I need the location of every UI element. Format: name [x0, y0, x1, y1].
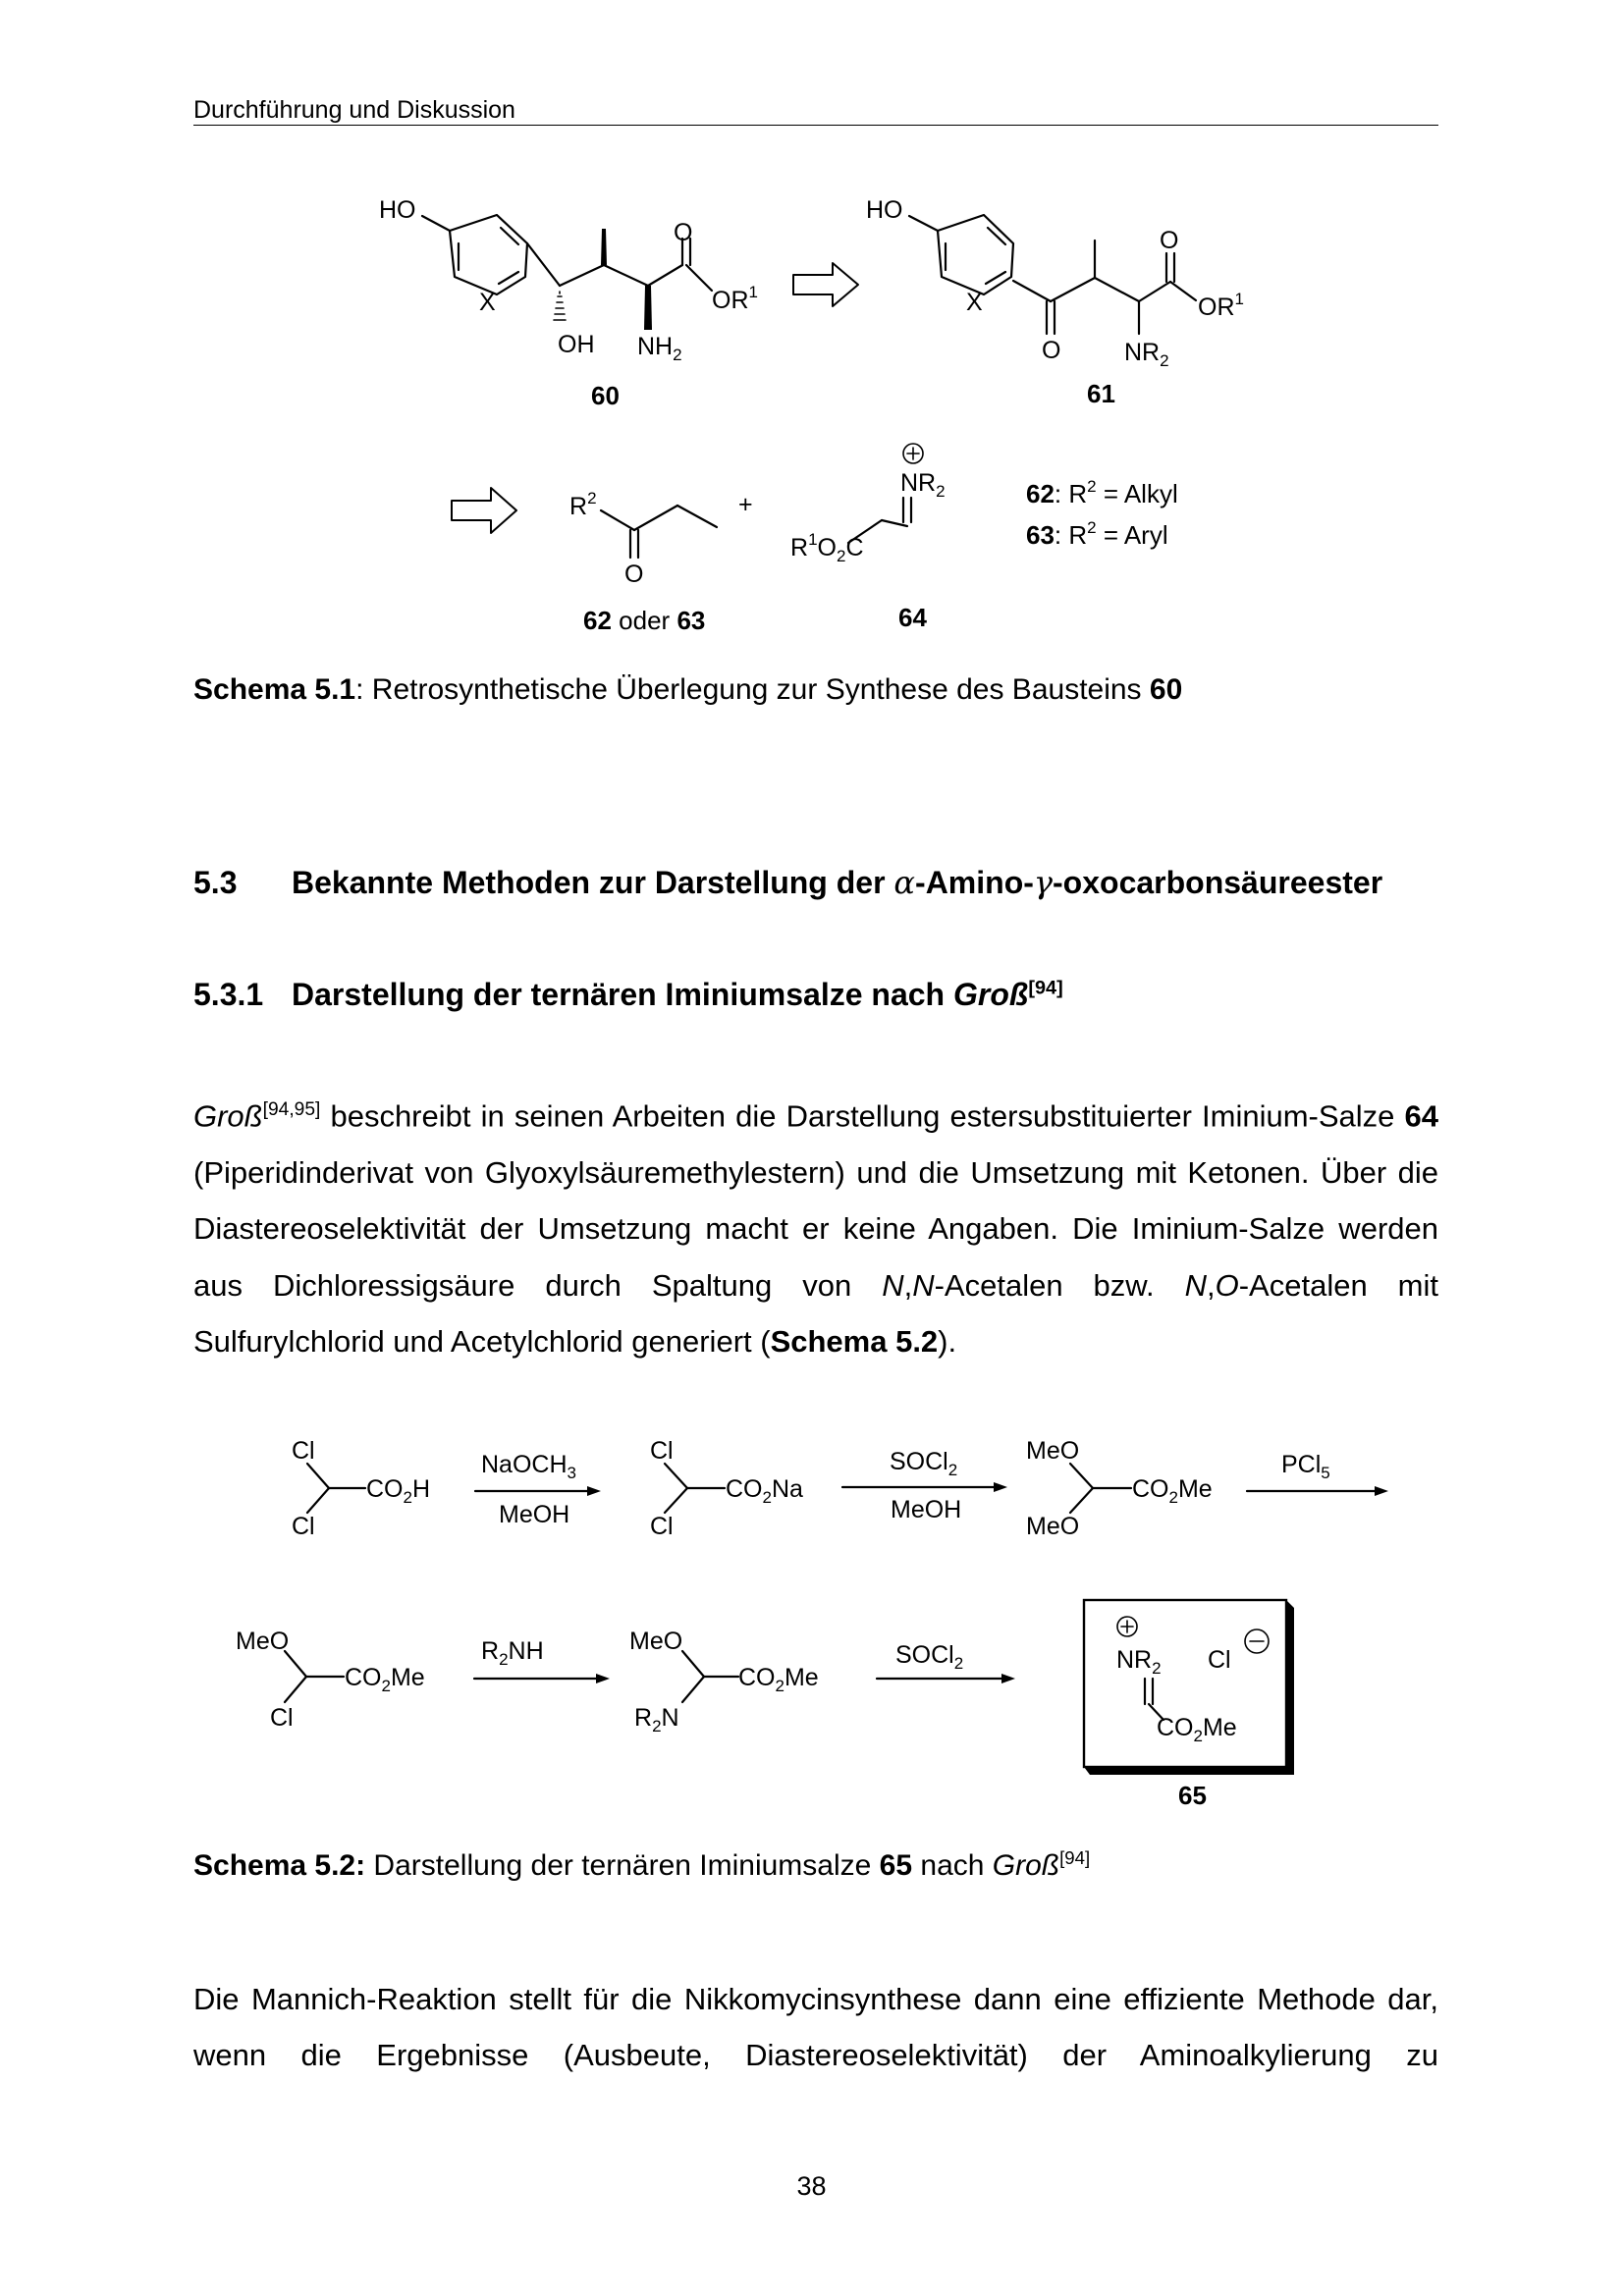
svg-text:Cl: Cl	[650, 1513, 674, 1540]
dichloroacetic-acid	[307, 1464, 365, 1513]
svg-text:CO2Na: $CO_2Na$	[726, 1475, 803, 1507]
svg-text:Cl: Cl	[1208, 1646, 1231, 1674]
svg-text:R1O2C: $R^1O_2C$	[790, 530, 864, 565]
reagent-r2nh: $R_2NH$	[481, 1637, 544, 1669]
svg-text:HO: HO	[866, 196, 903, 224]
svg-text:X: X	[966, 289, 983, 316]
wedge-methyl-60	[601, 229, 607, 265]
svg-text:CO2Me: $CO_2Me$	[1157, 1714, 1237, 1745]
structure-60	[422, 215, 712, 320]
section-heading-5-3-1: 5.3.1 Darstellung der ternären Iminiumsalze nach Groß[94]	[193, 977, 1063, 1012]
reagent-meoh-2: MeOH	[891, 1496, 962, 1523]
retro-arrow-2	[452, 488, 516, 533]
retro-arrow-1	[793, 263, 858, 306]
svg-text:NR2: $NR_2$	[1116, 1646, 1162, 1678]
svg-text:MeO: MeO	[1026, 1513, 1080, 1540]
definition-63: 63: $R^2$ = Aryl	[1026, 518, 1168, 550]
svg-text:NH2: $NH_2$	[637, 333, 682, 364]
reagent-naoch3: NaOCH$_3$	[481, 1451, 576, 1482]
svg-text:Cl: Cl	[650, 1437, 674, 1465]
svg-text:CO2Me: $CO_2Me$	[1132, 1475, 1213, 1507]
svg-text:O: O	[624, 561, 644, 588]
svg-text:NR2: $NR_2$	[1124, 339, 1169, 370]
label-65: 65	[1178, 1781, 1207, 1810]
svg-text:Cl: Cl	[270, 1704, 294, 1732]
reagent-meoh-1: MeOH	[499, 1501, 570, 1528]
sodium-dichloroacetate	[665, 1464, 725, 1513]
svg-text:NR2: $NR_2$	[900, 469, 946, 501]
label-61: 61	[1087, 379, 1115, 408]
svg-text:HO: HO	[379, 196, 416, 224]
svg-text:Cl: Cl	[292, 1513, 315, 1540]
label-60: 60	[591, 381, 620, 410]
svg-text:OR1: $OR^1$	[1198, 290, 1244, 321]
running-header: Durchführung und Diskussion	[193, 96, 515, 124]
section-heading-5-3: 5.3 Bekannte Methoden zur Darstellung der α-Amino-γ-oxocarbonsäureester	[193, 864, 1383, 901]
wedge-nh2-60	[644, 286, 652, 330]
svg-text:CO2Me: $CO_2Me$	[345, 1664, 425, 1695]
svg-text:+: +	[738, 491, 753, 518]
svg-text:MeO: MeO	[629, 1628, 683, 1655]
svg-text:OR1: $OR^1$	[712, 283, 758, 314]
svg-text:Cl: Cl	[292, 1437, 315, 1465]
svg-text:MeO: MeO	[1026, 1437, 1080, 1465]
reagent-socl2-b: SOCl$_2$	[895, 1641, 964, 1673]
chloro-methoxy-acetate	[285, 1651, 344, 1702]
definition-62: 62: $R^2$ = Alkyl	[1026, 477, 1178, 508]
label-62-63: 62 oder 63	[583, 606, 706, 635]
structure-62-63	[601, 506, 717, 558]
svg-text:CO2Me: $CO_2Me$	[738, 1664, 819, 1695]
reagent-socl2-a: SOCl$_2$	[890, 1448, 958, 1479]
svg-text:O: O	[674, 219, 693, 246]
svg-text:R2: $R^2$	[569, 489, 597, 520]
page-number: 38	[796, 2171, 827, 2201]
paragraph-2: Die Mannich-Reaktion stellt für die Nikkomycinsynthese dann eine effiziente Methode dar, wenn die Ergebnisse (Ausbeute, Diastereoselektivität) der Aminoalkylierung zu	[193, 1982, 1438, 2073]
structure-61	[909, 215, 1196, 334]
dimethoxy-acetate	[1070, 1464, 1131, 1513]
label-64: 64	[898, 603, 927, 632]
reagent-pcl5: PCl$_5$	[1281, 1451, 1330, 1482]
scheme-5-1	[0, 0, 1623, 658]
svg-text:R2N: $R_2N$	[634, 1704, 679, 1735]
scheme-5-1-caption: Schema 5.1: Retrosynthetische Überlegung zur Synthese des Bausteins 60	[193, 673, 1183, 706]
svg-text:MeO: MeO	[236, 1628, 290, 1655]
svg-text:X: X	[479, 289, 496, 316]
scheme-5-2	[0, 1394, 1623, 1816]
svg-text:OH: OH	[558, 331, 595, 358]
svg-text:O: O	[1160, 227, 1179, 254]
box-65	[1084, 1600, 1286, 1767]
svg-text:O: O	[1042, 337, 1061, 364]
paragraph-1: Groß[94,95] beschreibt in seinen Arbeiten die Darstellung estersubstituierter Iminium-Salze 64 (Piperidinderivat von Glyoxylsäuremethylestern) und die Umsetzung mit Ketonen. Über die Diastereoselektivität der Umsetzung macht er keine Angaben. Die Iminium-Salze werden aus Dichloressigsäure durch Spaltung von N,N-Acetalen bzw. N,O-Acetalen mit Sulfurylchlorid und Acetylchlorid generiert (Schema 5.2).	[193, 1098, 1438, 1359]
svg-text:CO2H: $CO_2H$	[366, 1475, 431, 1507]
scheme-5-2-caption: Schema 5.2: Darstellung der ternären Iminiumsalze 65 nach Groß[94]	[193, 1847, 1091, 1882]
amino-methoxy-acetate	[682, 1651, 738, 1702]
